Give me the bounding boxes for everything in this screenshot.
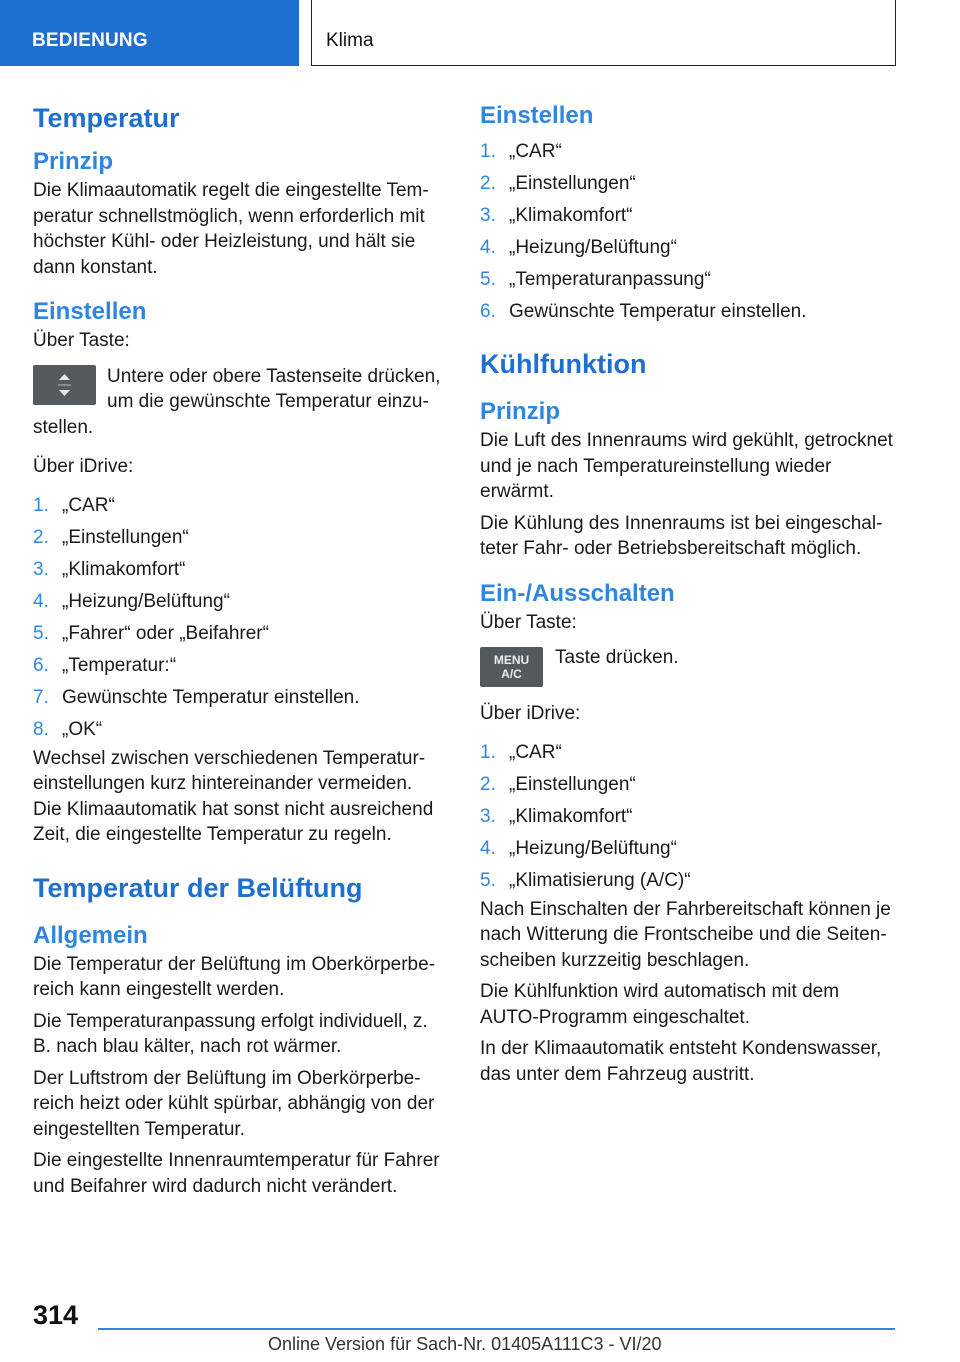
page-number: 314 — [33, 1300, 79, 1330]
list-item: 1. „CAR“ — [480, 141, 562, 162]
list-item: 4. „Heizung/Belüftung“ — [480, 837, 677, 859]
allgemein-p2: Die Temperaturanpassung erfolgt individuell, z. B. nach blau kälter, nach rot wärmer. — [33, 1010, 428, 1057]
temperatur-title: Temperatur — [33, 103, 180, 133]
list-item: 5. „Temperaturanpassung“ — [480, 269, 711, 290]
list-item: 6. Gewünschte Temperatur einstellen. — [480, 301, 807, 322]
prinzip-p1-right: Die Luft des Innenraums wird gekühlt, getrocknet und je nach Temperatureinstellung wieder erwärmt. — [480, 430, 893, 502]
temperature-rocker-icon — [33, 365, 96, 405]
footer-divider — [98, 1328, 895, 1330]
list-item: 4. „Heizung/Belüftung“ — [33, 590, 230, 612]
menu-ac-button-icon: MENU A/C — [480, 647, 543, 687]
taste-text-cont: stellen. — [33, 416, 94, 438]
list-item: 4. „Heizung/Belüftung“ — [480, 237, 677, 258]
ueber-idrive-label: Über iDrive: — [33, 456, 134, 477]
beluftung-title: Temperatur der Belüftung — [33, 872, 363, 903]
prinzip-text: Die Klimaautomatik regelt die eingestellte Temperatur schnellstmöglich, wenn erforderlich mit höchster Kühl- oder Heizleistung, und hält sie dann konstant. — [33, 180, 429, 278]
list-item: 3. „Klimakomfort“ — [33, 558, 186, 580]
kondenswasser-text: In der Klimaautomatik entsteht Kondenswasser, das unter dem Fahrzeug austritt. — [480, 1038, 882, 1085]
allgemein-p1: Die Temperatur der Belüftung im Oberkörperbereich kann eingestellt werden. — [33, 953, 436, 1000]
list-item: 1. „CAR“ — [33, 494, 115, 516]
idrive-steps-list — [33, 490, 445, 746]
list-item: 7. Gewünschte Temperatur einstellen. — [33, 686, 360, 708]
temp-button-row — [33, 364, 445, 415]
list-item: 5. „Fahrer“ oder „Beifahrer“ — [33, 622, 269, 644]
section-label: BEDIENUNG — [32, 30, 148, 51]
auto-programm-text: Die Kühlfunktion wird automatisch mit dem AUTO-Programm eingeschaltet. — [480, 981, 840, 1028]
einstellen-heading-right: Einstellen — [480, 102, 594, 129]
prinzip-heading-right: Prinzip — [480, 398, 561, 425]
list-item: 2. „Einstellungen“ — [480, 173, 636, 194]
allgemein-heading: Allgemein — [33, 921, 148, 949]
ac-button-row — [480, 645, 895, 687]
prinzip-p2-right: Die Kühlung des Innenraums ist bei eingeschalteter Fahr- oder Betriebsbereitschaft möglich. — [480, 512, 883, 559]
left-column — [33, 100, 445, 1199]
right-column — [480, 100, 895, 1087]
ueber-taste-label-right: Über Taste: — [480, 611, 577, 633]
ueber-idrive-label-right: Über iDrive: — [480, 703, 581, 724]
list-item: 1. „CAR“ — [480, 741, 562, 763]
list-item: 5. „Klimatisierung (A/C)“ — [480, 869, 691, 891]
kuehlfunktion-title: Kühlfunktion — [480, 349, 647, 379]
einaus-heading: Ein-/Ausschalten — [480, 579, 675, 607]
list-item: 2. „Einstellungen“ — [480, 773, 636, 795]
taste-text: Untere oder obere Tastenseite drücken, um die gewünschte Temperatur einzu‐ — [107, 365, 441, 412]
einstellen-steps-list — [480, 136, 895, 328]
list-item: 2. „Einstellungen“ — [33, 526, 189, 548]
chapter-tab — [311, 0, 896, 66]
list-item: 3. „Klimakomfort“ — [480, 805, 633, 827]
taste-druecken-text: Taste drücken. — [555, 647, 679, 668]
einstellen-heading: Einstellen — [33, 298, 147, 325]
ac-steps-list — [480, 737, 895, 897]
section-tab — [0, 0, 299, 66]
wechsel-text: Wechsel zwischen verschiedenen Temperatureinstellungen kurz hintereinander vermeiden. Die Klimaautomatik hat sonst nicht ausreichend Zeit, die eingestellte Temperatur zu regeln. — [33, 747, 434, 845]
allgemein-p4: Die eingestellte Innenraumtemperatur für Fahrer und Beifahrer wird dadurch nicht verändert. — [33, 1150, 440, 1197]
ueber-taste-label: Über Taste: — [33, 330, 130, 351]
chapter-label: Klima — [326, 30, 374, 51]
allgemein-p3: Der Luftstrom der Belüftung im Oberkörperbereich heizt oder kühlt spürbar, abhängig von der eingestellten Temperatur. — [33, 1067, 435, 1140]
list-item: 3. „Klimakomfort“ — [480, 205, 633, 226]
online-version-note: Online Version für Sach-Nr. 01405A111C3 - VI/20 — [268, 1334, 662, 1354]
list-item: 6. „Temperatur:“ — [33, 654, 177, 676]
nach-einschalten-text: Nach Einschalten der Fahrbereitschaft können je nach Witterung die Frontscheibe und die Seitenscheiben kurzzeitig beschlagen. — [480, 898, 891, 971]
prinzip-heading: Prinzip — [33, 148, 114, 175]
list-item: 8. „OK“ — [33, 718, 103, 740]
